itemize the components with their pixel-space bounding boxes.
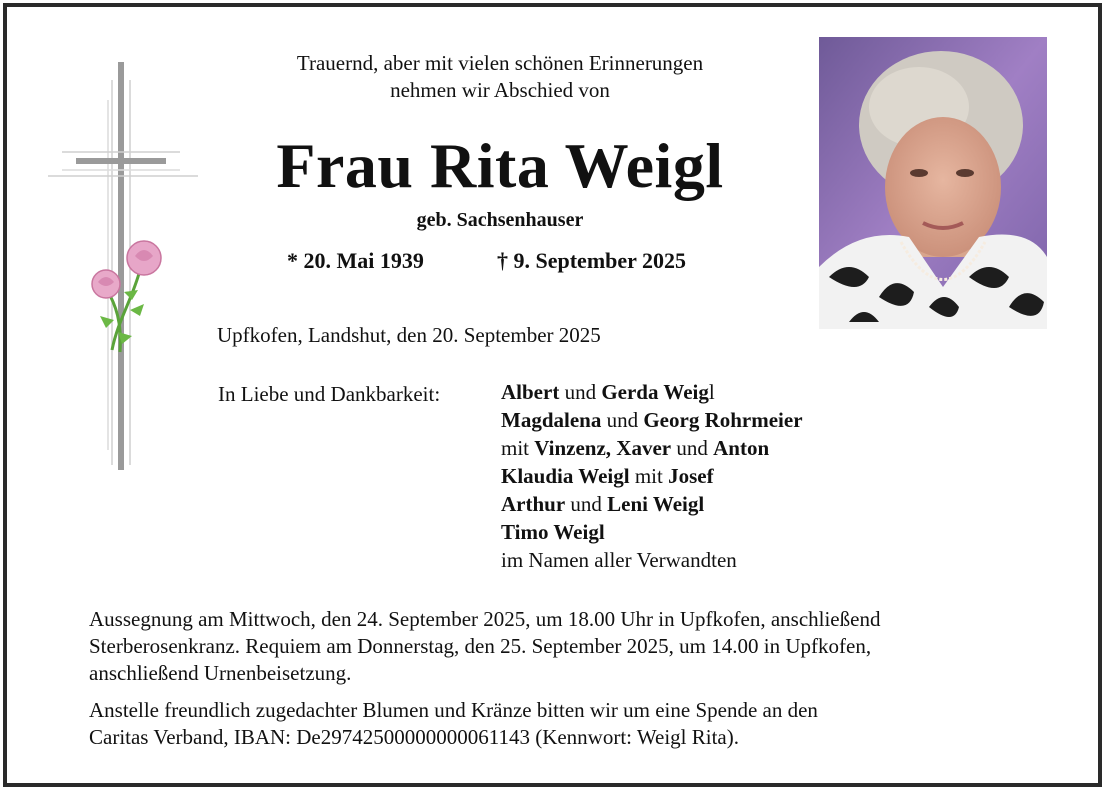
family-name: Anton xyxy=(713,436,770,460)
family-name: Klaudia Weigl xyxy=(501,464,630,488)
family-line-1 xyxy=(501,378,803,406)
intro-line-1: Trauernd, aber mit vielen schönen Erinnerungen xyxy=(296,51,704,75)
family-name: Timo Weigl xyxy=(501,520,605,544)
family-name: Vinzenz, Xaver xyxy=(534,436,672,460)
family-text: mit xyxy=(501,436,535,460)
family-name: Gerda Weig xyxy=(601,380,709,404)
family-line-5 xyxy=(501,490,803,518)
birth-name: geb. Sachsenhauser xyxy=(416,209,584,231)
service-line-1: Aussegnung am Mittwoch, den 24. September 2025, um 18.00 Uhr in Upfkofen, anschließend xyxy=(89,607,881,631)
family-list xyxy=(501,378,803,574)
donation-info xyxy=(89,697,1049,751)
family-text: und xyxy=(559,380,602,404)
intro-text xyxy=(200,50,800,104)
service-info xyxy=(89,606,1049,687)
family-line-4 xyxy=(501,462,803,490)
family-name: Leni Weigl xyxy=(607,492,705,516)
donation-line-2: Caritas Verband, IBAN: De29742500000000061143 (Kennwort: Weigl Rita). xyxy=(89,725,739,749)
death-date: † 9. September 2025 xyxy=(497,248,687,273)
family-line-6 xyxy=(501,518,803,546)
family-name: Arthur xyxy=(501,492,566,516)
intro-line-2: nehmen wir Abschied von xyxy=(390,78,610,102)
donation-line-1: Anstelle freundlich zugedachter Blumen und Kränze bitten wir um eine Spende an den xyxy=(89,698,818,722)
deceased-name: Frau Rita Weigl xyxy=(276,130,724,201)
family-text: und xyxy=(601,408,644,432)
portrait-photo xyxy=(819,37,1047,329)
family-name: Magdalena xyxy=(501,408,602,432)
family-text: mit xyxy=(629,464,669,488)
thanks-label: In Liebe und Dankbarkeit: xyxy=(218,382,441,406)
place-date: Upfkofen, Landshut, den 20. September 2025 xyxy=(217,323,601,347)
family-text: im Namen aller Verwandten xyxy=(501,548,737,572)
birth-date: * 20. Mai 1939 xyxy=(287,248,424,273)
family-line-2 xyxy=(501,406,803,434)
service-line-2: Sterberosenkranz. Requiem am Donnerstag, den 25. September 2025, um 14.00 in Upfkofen, xyxy=(89,634,872,658)
family-name: Josef xyxy=(668,464,714,488)
family-text: und xyxy=(565,492,608,516)
family-name: Georg Rohrmeier xyxy=(643,408,803,432)
family-line-3 xyxy=(501,434,803,462)
roses-icon xyxy=(92,241,161,352)
family-text: und xyxy=(671,436,714,460)
family-name: Albert xyxy=(501,380,560,404)
service-line-3: anschließend Urnenbeisetzung. xyxy=(89,661,352,685)
family-text: l xyxy=(708,380,715,404)
cross-icon xyxy=(40,60,210,480)
family-line-7 xyxy=(501,546,803,574)
